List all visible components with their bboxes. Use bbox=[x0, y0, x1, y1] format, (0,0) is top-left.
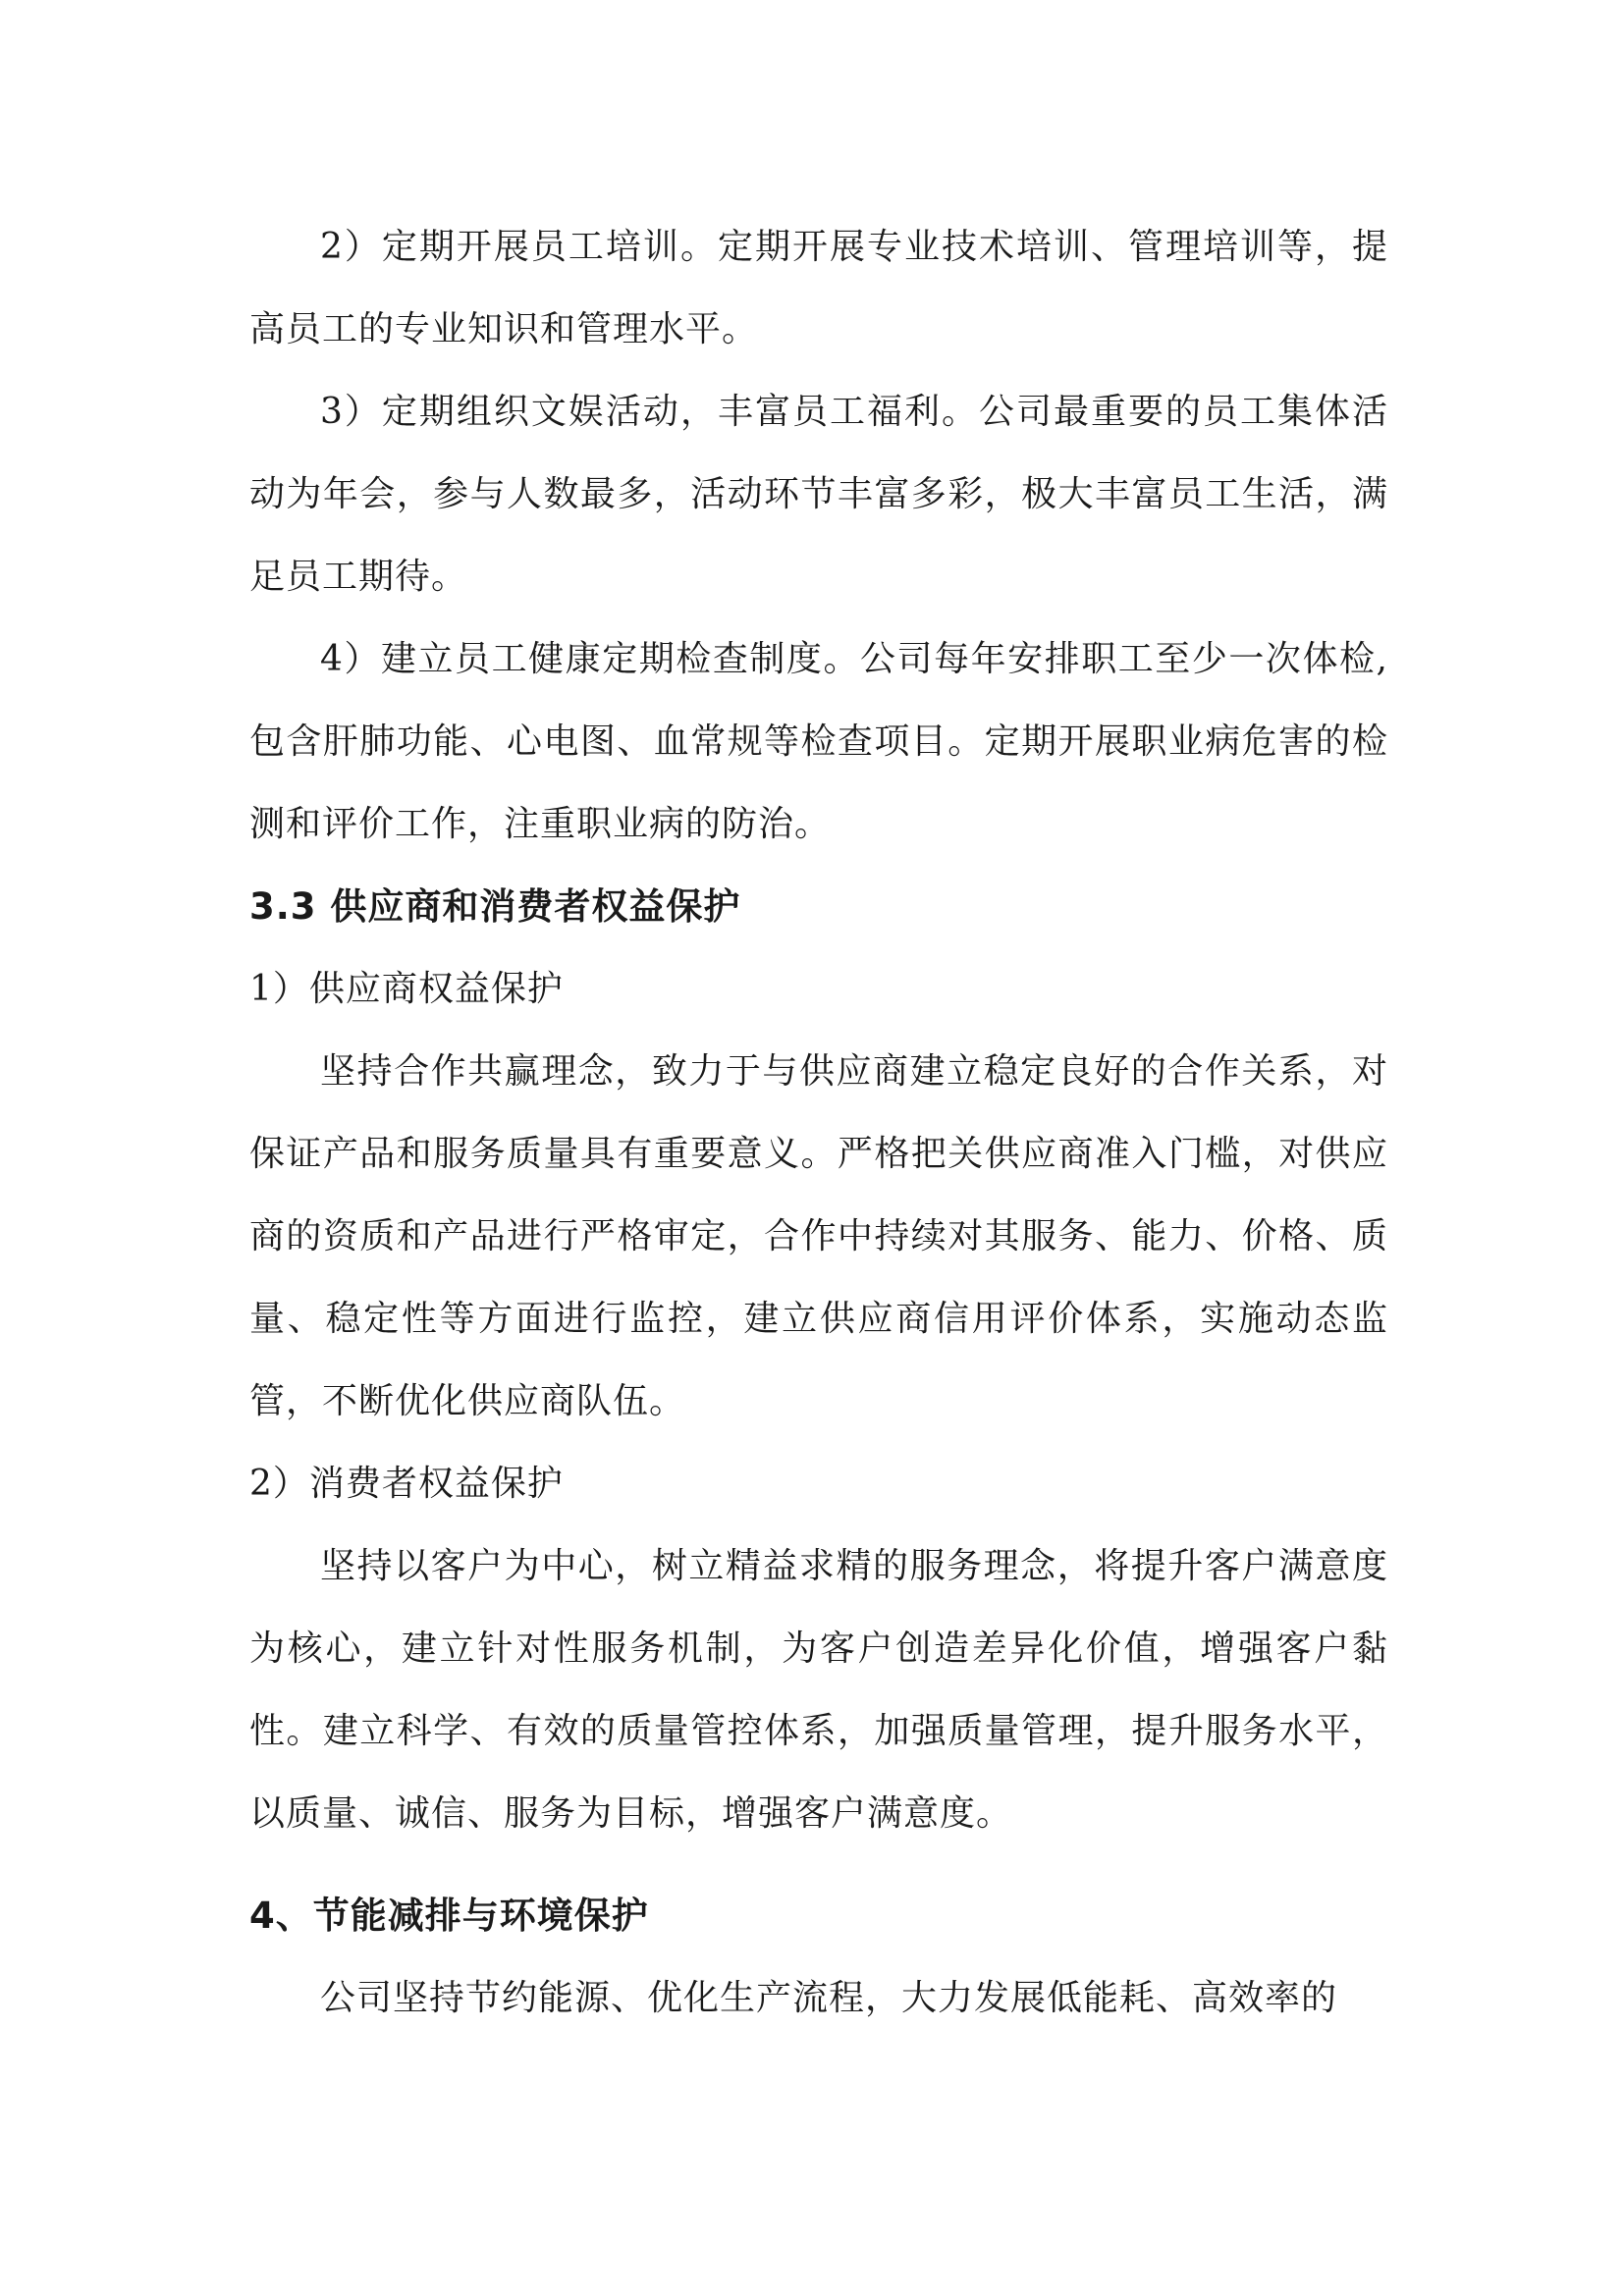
paragraph-employee-health: 4）建立员工健康定期检查制度。公司每年安排职工至少一次体检,包含肝肺功能、心电图、血常规等检查项目。定期开展职业病危害的检测和评价工作，注重职业病的防治。 bbox=[249, 639, 1388, 844]
subheading-consumer-rights: 2）消费者权益保护 bbox=[249, 1464, 564, 1504]
paragraph-employee-training: 2）定期开展员工培训。定期开展专业技术培训、管理培训等，提高员工的专业知识和管理水平。 bbox=[249, 227, 1388, 349]
paragraph-supplier-rights: 坚持合作共赢理念，致力于与供应商建立稳定良好的合作关系，对保证产品和服务质量具有重要意义。严格把关供应商准入门槛，对供应商的资质和产品进行严格审定，合作中持续对其服务、能力、价格、质量、稳定性等方面进行监控，建立供应商信用评价体系，实施动态监管，不断优化供应商队伍。 bbox=[249, 1051, 1388, 1421]
paragraph-employee-activities: 3）定期组织文娱活动，丰富员工福利。公司最重要的员工集体活动为年会，参与人数最多，活动环节丰富多彩，极大丰富员工生活，满足员工期待。 bbox=[249, 392, 1388, 597]
document-page bbox=[249, 206, 1388, 2040]
subheading-supplier-rights: 1）供应商权益保护 bbox=[249, 969, 564, 1009]
section-heading-supplier-consumer: 3.3 供应商和消费者权益保护 bbox=[249, 885, 741, 928]
paragraph-consumer-rights: 坚持以客户为中心，树立精益求精的服务理念，将提升客户满意度为核心，建立针对性服务机制，为客户创造差异化价值，增强客户黏性。建立科学、有效的质量管控体系，加强质量管理，提升服务水平，以质量、诚信、服务为目标，增强客户满意度。 bbox=[249, 1546, 1388, 1834]
section-heading-energy-environment: 4、节能减排与环境保护 bbox=[249, 1895, 649, 1937]
paragraph-energy-saving: 公司坚持节约能源、优化生产流程，大力发展低能耗、高效率的 bbox=[320, 1978, 1338, 2018]
